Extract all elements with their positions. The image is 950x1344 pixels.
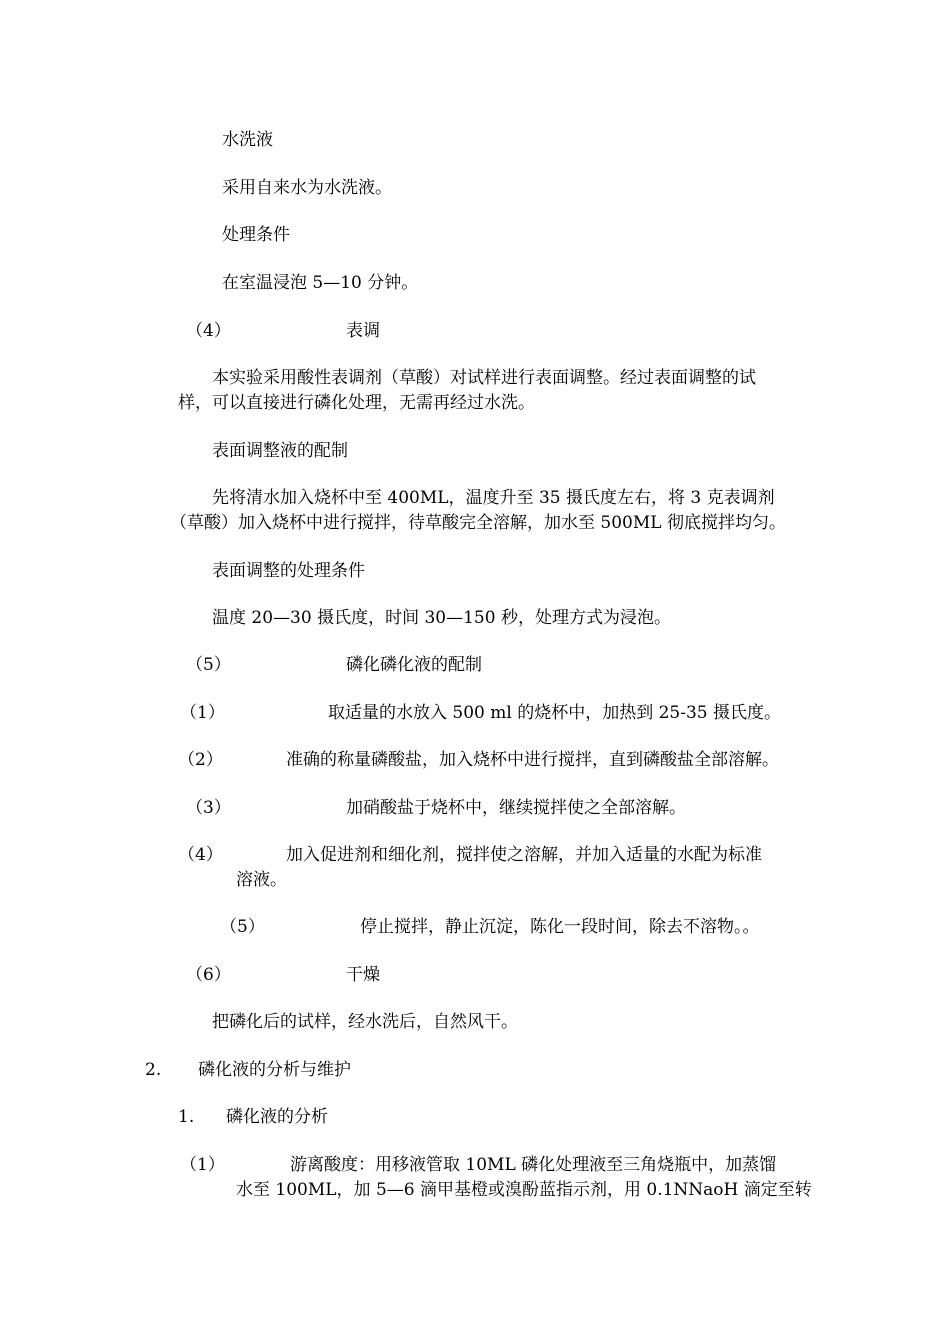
step-text-4-line1: 加入促进剂和细化剂，搅拌使之溶解，并加入适量的水配为标准: [286, 845, 762, 865]
paragraph-conditioning-prep-line1: 先将清水加入烧杯中至 400ML，温度升至 35 摄氏度左右，将 3 克表调剂: [212, 488, 775, 508]
heading-treatment-conditions: 处理条件: [222, 225, 290, 245]
analysis-step-number-1: （1）: [180, 1155, 225, 1175]
section-title-surface-conditioning: 表调: [346, 321, 380, 341]
section-number-5: （5）: [186, 655, 231, 675]
step-text-4-line2: 溶液。: [236, 870, 287, 890]
step-number-5: （5）: [220, 917, 265, 937]
paragraph-conditioning-prep-line2: （草酸）加入烧杯中进行搅拌，待草酸完全溶解，加水至 500ML 彻底搅拌均匀。: [170, 513, 786, 533]
section-number-4: （4）: [186, 321, 231, 341]
step-number-1: （1）: [180, 703, 225, 723]
paragraph-surface-conditioning-line1: 本实验采用酸性表调剂（草酸）对试样进行表面调整。经过表面调整的试: [212, 368, 756, 388]
chapter-title-analysis-maintenance: 磷化液的分析与维护: [198, 1060, 351, 1080]
section-title-drying: 干燥: [346, 965, 380, 985]
paragraph-surface-conditioning-line2: 样，可以直接进行磷化处理，无需再经过水洗。: [178, 393, 535, 413]
paragraph-drying: 把磷化后的试样，经水洗后，自然风干。: [212, 1012, 518, 1032]
step-text-1: 取适量的水放入 500 ml 的烧杯中，加热到 25-35 摄氏度。: [328, 703, 782, 723]
step-number-3: （3）: [186, 798, 231, 818]
paragraph-treatment-conditions: 在室温浸泡 5—10 分钟。: [222, 273, 419, 293]
step-text-2: 准确的称量磷酸盐，加入烧杯中进行搅拌，直到磷酸盐全部溶解。: [286, 750, 779, 770]
step-number-2: （2）: [178, 750, 223, 770]
chapter-number-2: 2.: [145, 1060, 162, 1080]
section-title-phosphating-solution-prep: 磷化磷化液的配制: [346, 655, 482, 675]
step-text-5: 停止搅拌，静止沉淀，陈化一段时间，除去不溶物。。: [360, 917, 760, 937]
step-number-4: （4）: [178, 845, 223, 865]
paragraph-conditioning-treatment-conditions: 温度 20—30 摄氏度，时间 30—150 秒，处理方式为浸泡。: [212, 608, 671, 628]
heading-rinse-solution: 水洗液: [222, 130, 273, 150]
heading-conditioning-solution-prep: 表面调整液的配制: [212, 441, 348, 461]
paragraph-rinse-solution: 采用自来水为水洗液。: [222, 178, 392, 198]
heading-conditioning-treatment-conditions: 表面调整的处理条件: [212, 561, 365, 581]
section-number-6: （6）: [186, 965, 231, 985]
step-text-3: 加硝酸盐于烧杯中，继续搅拌使之全部溶解。: [346, 798, 686, 818]
analysis-step-text-1-line2: 水至 100ML，加 5—6 滴甲基橙或溴酚蓝指示剂，用 0.1NNaoH 滴定至转: [236, 1180, 812, 1200]
subsection-number-1: 1.: [178, 1107, 195, 1127]
subsection-title-analysis: 磷化液的分析: [226, 1107, 328, 1127]
analysis-step-text-1-line1: 游离酸度：用移液管取 10ML 磷化处理液至三角烧瓶中，加蒸馏: [290, 1155, 777, 1175]
